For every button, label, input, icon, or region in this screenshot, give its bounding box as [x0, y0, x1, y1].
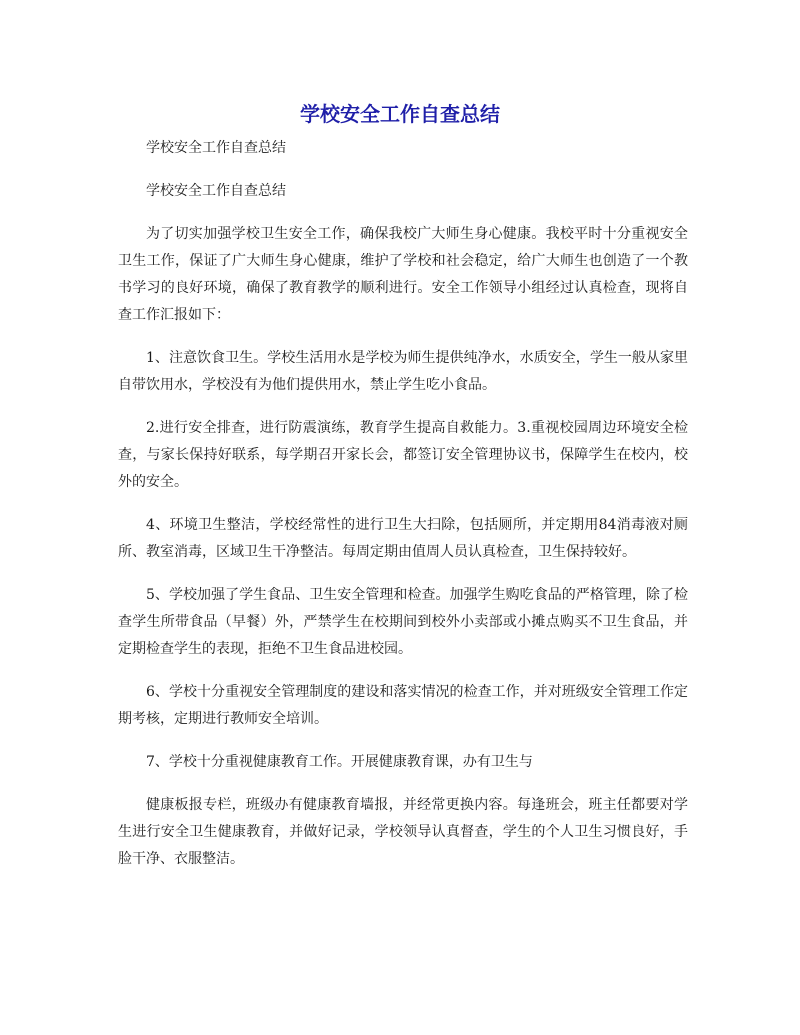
- paragraph-item-2-3: 2.进行安全排查，进行防震演练，教育学生提高自救能力。3.重视校园周边环境安全检查，与家长保持好联系，每学期召开家长会，都签订安全管理协议书，保障学生在校内，校外的安全。: [118, 420, 688, 490]
- paragraph-item-4: 4、环境卫生整洁，学校经常性的进行卫生大扫除，包括厕所，并定期用84消毒液对厕所、教室消毒，区域卫生干净整洁。每周定期由值周人员认真检查，卫生保持较好。: [118, 517, 688, 560]
- paragraph-item-7: 7、学校十分重视健康教育工作。开展健康教育课，办有卫生与: [146, 754, 533, 770]
- paragraph-intro: 为了切实加强学校卫生安全工作，确保我校广大师生身心健康。我校平时十分重视安全卫生工作，保证了广大师生身心健康，维护了学校和社会稳定，给广大师生也创造了一个教书学习的良好环境，确保了教育教学的顺利进行。安全工作领导小组经过认真检查，现将自查工作汇报如下：: [118, 226, 688, 323]
- document-title: 学校安全工作自查总结: [300, 102, 500, 126]
- document-body: [118, 135, 688, 889]
- paragraph-heading-1: 学校安全工作自查总结: [146, 140, 286, 156]
- paragraph-item-6: 6、学校十分重视安全管理制度的建设和落实情况的检查工作，并对班级安全管理工作定期考核，定期进行教师安全培训。: [118, 684, 688, 727]
- paragraph-item-1: 1、注意饮食卫生。学校生活用水是学校为师生提供纯净水，水质安全，学生一般从家里自带饮用水，学校没有为他们提供用水，禁止学生吃小食品。: [118, 350, 688, 393]
- paragraph-heading-2: 学校安全工作自查总结: [146, 183, 286, 199]
- paragraph-item-7-continued: 健康板报专栏，班级办有健康教育墙报，并经常更换内容。每逢班会，班主任都要对学生进行安全卫生健康教育，并做好记录，学校领导认真督查，学生的个人卫生习惯良好，手脸干净、衣服整洁。: [118, 797, 688, 867]
- paragraph-item-5: 5、学校加强了学生食品、卫生安全管理和检查。加强学生购吃食品的严格管理，除了检查学生所带食品（早餐）外，严禁学生在校期间到校外小卖部或小摊点购买不卫生食品，并定期检查学生的表现，拒绝不卫生食品进校园。: [118, 587, 688, 657]
